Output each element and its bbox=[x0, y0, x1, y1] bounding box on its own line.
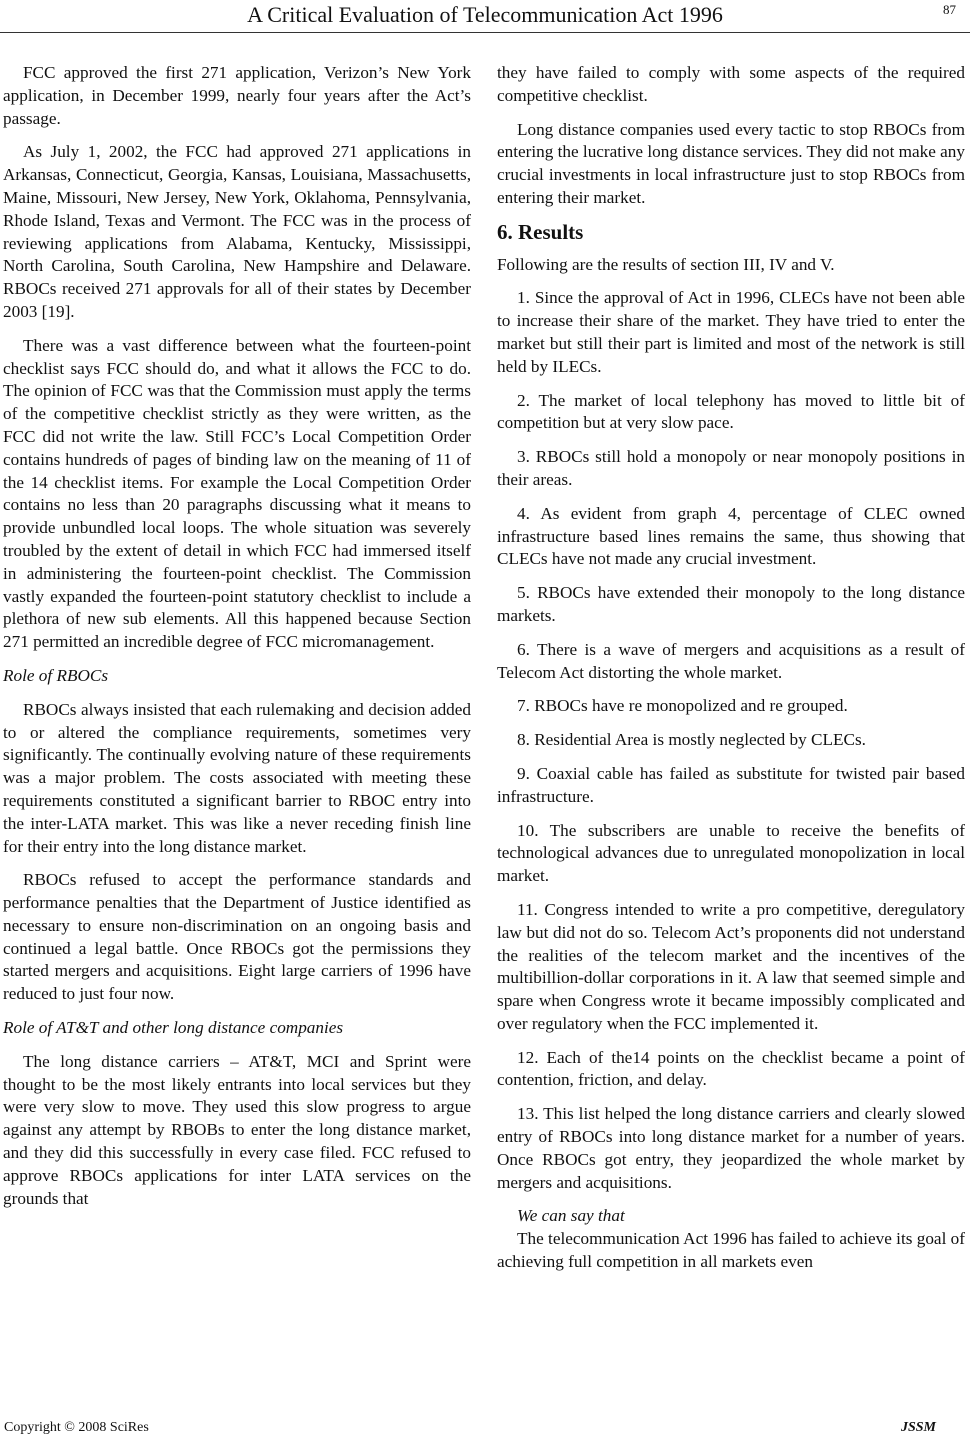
section-heading-results: 6. Results bbox=[497, 219, 584, 244]
result-item: 5. RBOCs have extended their monopoly to the long distance markets. bbox=[497, 583, 965, 625]
result-item: 3. RBOCs still hold a monopoly or near monopoly positions in their areas. bbox=[497, 447, 965, 489]
subsection-heading-att: Role of AT&T and other long distance companies bbox=[3, 1018, 344, 1038]
result-item: 2. The market of local telephony has moved to little bit of competition but at very slow pace. bbox=[497, 390, 965, 433]
journal-name: JSSM bbox=[900, 1420, 936, 1435]
result-item: 11. Congress intended to write a pro competitive, deregulatory law but did not do so. Telecom Act’s proponents did not understand the realities of the telecom market and the incentives of the multibillion-dollar corporations in it. A law that seemed simple and spare when Congress wrote it became impossibly complicated and over regulatory when the FCC implemented it. bbox=[497, 899, 965, 1033]
result-item: 9. Coaxial cable has failed as substitute for twisted pair based infrastructure. bbox=[497, 763, 965, 806]
header-rule bbox=[0, 32, 970, 33]
paragraph: RBOCs always insisted that each rulemaking and decision added to or altered the compliance requirements, sometimes very significantly. The continually evolving nature of these requirements was a major problem. The costs associated with meeting these requirements constituted a significant barrier to RBOC entry into the inter-LATA market. This was like a never receding finish line for their entry into the long distance market. bbox=[3, 699, 471, 856]
page-header bbox=[0, 0, 970, 36]
results-intro: Following are the results of section III, IV and V. bbox=[497, 254, 835, 274]
paragraph: they have failed to comply with some aspects of the required competitive checklist. bbox=[497, 63, 965, 105]
right-column bbox=[497, 62, 965, 1285]
running-title: A Critical Evaluation of Telecommunication Act 1996 bbox=[247, 2, 723, 27]
result-item: 4. As evident from graph 4, percentage of CLEC owned infrastructure based lines remains the same, thus showing that CLECs have not made any crucial investment. bbox=[497, 503, 965, 569]
paragraph: RBOCs refused to accept the performance standards and performance penalties that the Department of Justice identified as necessary to ensure non-discrimination on an ongoing basis and continued a legal battle. Once RBOCs got the permissions they started mergers and acquisitions. Eight large carriers of 1996 have reduced to just four now. bbox=[3, 870, 471, 1004]
paragraph: The long distance carriers – AT&T, MCI and Sprint were thought to be the most likely entrants into local services but they were very slow to move. They used this slow progress to argue against any attempt by RBOBs to enter the long distance market, and they did this successfully in every case filed. FCC refused to approve RBOCs applications for inter LATA services on the grounds that bbox=[3, 1051, 471, 1208]
result-item: 10. The subscribers are unable to receive the benefits of technological advances due to unregulated monopolization in local market. bbox=[497, 820, 965, 886]
paragraph: FCC approved the first 271 application, Verizon’s New York application, in December 1999, nearly four years after the Act’s passage. bbox=[3, 63, 471, 128]
paragraph: Long distance companies used every tactic to stop RBOCs from entering the lucrative long distance services. They did not make any crucial investments in local infrastructure just to stop RBOCs from entering their market. bbox=[497, 119, 965, 207]
result-item: 8. Residential Area is mostly neglected by CLECs. bbox=[517, 730, 866, 750]
subsection-heading-conclusion: We can say that bbox=[517, 1206, 625, 1226]
left-column bbox=[3, 62, 471, 1221]
page-number: 87 bbox=[943, 2, 956, 17]
result-item: 13. This list helped the long distance carriers and clearly slowed entry of RBOCs into long distance market for a number of years. Once RBOCs got entry, they jeopardized the whole market by mergers and acquisitions. bbox=[497, 1104, 965, 1192]
result-item: 7. RBOCs have re monopolized and re grouped. bbox=[517, 696, 848, 716]
paragraph: There was a vast difference between what the fourteen-point checklist says FCC should do, and what it allows the FCC to do. The opinion of FCC was that the Commission must apply the terms of the competitive checklist strictly as they were written, as the FCC did not write the law. Still FCC’s Local Competition Order contains hundreds of pages of binding law on the meaning of 11 of the 14 checklist items. For example the Local Competition Order contains no less than 20 paragraphs discussing what it means to provide unbundled local loops. The whole situation was severely troubled by the extent of detail in which FCC had immersed itself in administering the fourteen-point checklist. The Commission vastly expanded the fourteen-point statutory checklist to include a plethora of new sub elements. All this happened because Section 271 permitted an incredible degree of FCC micromanagement. bbox=[3, 335, 471, 652]
result-item: 12. Each of the14 points on the checklist became a point of contention, friction, and delay. bbox=[497, 1047, 965, 1090]
copyright-notice: Copyright © 2008 SciRes bbox=[4, 1420, 149, 1435]
result-item: 1. Since the approval of Act in 1996, CLECs have not been able to increase their share of the market. They have tried to enter the market but still their part is limited and most of the network is still held by ILECs. bbox=[497, 288, 965, 376]
paragraph: The telecommunication Act 1996 has failed to achieve its goal of achieving full competition in all markets even bbox=[497, 1229, 965, 1272]
paragraph: As July 1, 2002, the FCC had approved 271 applications in Arkansas, Connecticut, Georgia, Kansas, Louisiana, Massachusetts, Maine, Missouri, New Jersey, New York, Oklahoma, Pennsylvania, Rhode Island, Texas and Vermont. The FCC was in the process of reviewing applications from Alabama, Kentucky, Mississippi, North Carolina, South Carolina, New Hampshire and Delaware. RBOCs received 271 approvals for all of their states by December 2003 [19]. bbox=[3, 142, 471, 321]
subsection-heading-rbocs: Role of RBOCs bbox=[3, 665, 109, 685]
result-item: 6. There is a wave of mergers and acquisitions as a result of Telecom Act distorting the whole market. bbox=[497, 639, 965, 682]
